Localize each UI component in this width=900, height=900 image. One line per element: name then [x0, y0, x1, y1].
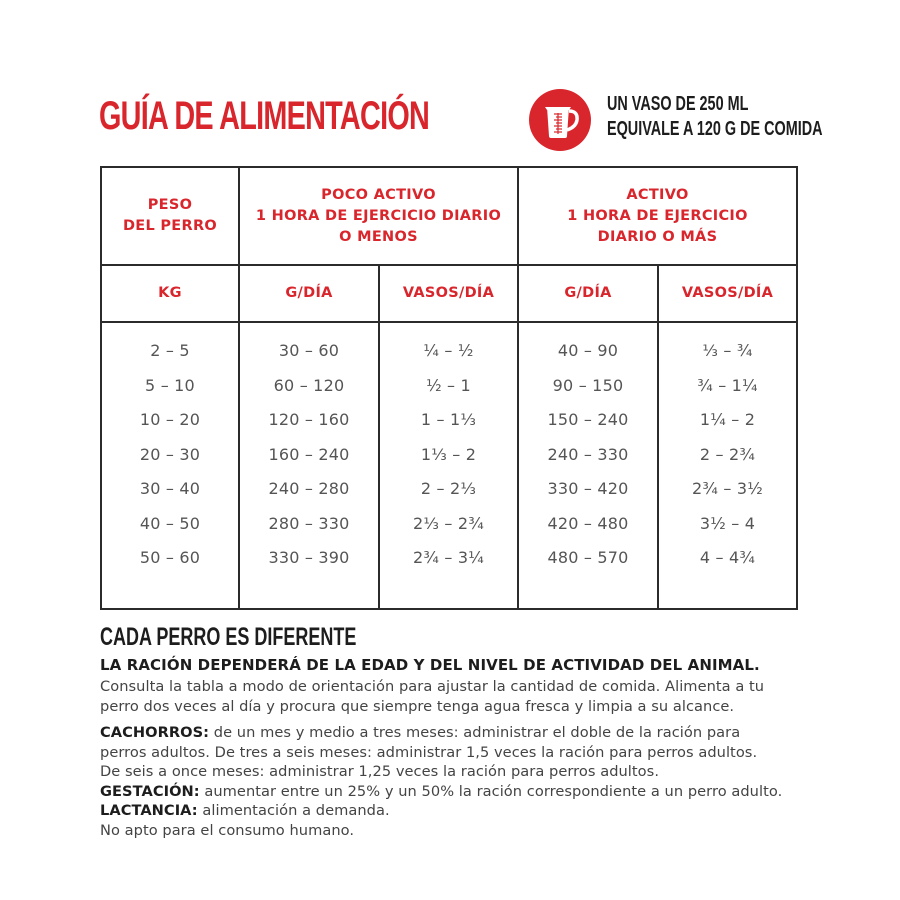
table-cell: 330 – 420 — [547, 479, 629, 498]
lactation-label: LACTANCIA: — [100, 802, 198, 819]
column-low-cups-day — [380, 334, 517, 576]
column-low-g-day — [240, 334, 378, 576]
table-cell: 330 – 390 — [268, 548, 350, 567]
table-cell: 2⅓ – 2¾ — [413, 513, 484, 533]
header-active: ACTIVO 1 HORA DE EJERCICIO DIARIO O MÁS — [567, 186, 748, 245]
puppies-note: CACHORROS: de un mes y medio a tres meses: administrar el doble de la ración para — [100, 724, 741, 741]
table-cell: 160 – 240 — [268, 444, 350, 464]
table-cell: 1⅓ – 2 — [420, 444, 477, 464]
column-active-cups-day — [659, 334, 796, 576]
cup-equivalence-line1: UN VASO DE 250 ML — [607, 93, 749, 115]
notes-details: CACHORROS: de un mes y medio a tres meses: administrar el doble de la ración para perros adultos. De tres a seis meses: administrar 1,5 veces la ración para perros adultos. De seis a once meses: administrar 1,25 veces la ración para perros adultos. GESTACIÓN: aumentar entre un 25% y un 50% la ración correspondiente a un perro adulto. LACTANCIA: alimentación a demanda. No apto para el consumo humano. — [100, 724, 783, 839]
table-cell: 2 – 2⅓ — [420, 479, 477, 498]
table-cell: ⅓ – ¾ — [702, 341, 753, 360]
table-cell: 2¾ – 3½ — [692, 479, 763, 498]
disclaimer: No apto para el consumo humano. — [100, 821, 355, 839]
table-cell: 1¼ – 2 — [699, 410, 756, 429]
table-divider — [100, 321, 798, 323]
table-cell: 2 – 2¾ — [699, 444, 756, 464]
table-cell: 420 – 480 — [547, 513, 629, 533]
column-header-low-cups-day: VASOS/DÍA — [402, 285, 495, 301]
gestation-label: GESTACIÓN: — [100, 782, 200, 800]
table-cell: 150 – 240 — [547, 410, 629, 429]
table-cell: 240 – 280 — [268, 479, 350, 498]
column-header-kg: KG — [158, 285, 182, 301]
column-active-g-day — [519, 334, 657, 576]
table-cell: 280 – 330 — [268, 513, 350, 533]
table-cell: 60 – 120 — [273, 375, 345, 395]
table-cell: 480 – 570 — [547, 548, 629, 567]
table-cell: ¼ – ½ — [423, 341, 474, 360]
notes-intro: Consulta la tabla a modo de orientación para ajustar la cantidad de comida. Alimenta a tu perro dos veces al día y procura que siempre tenga agua fresca y limpia a su alcance. — [100, 678, 765, 715]
table-cell: 50 – 60 — [139, 548, 201, 567]
table-cell: 1 – 1⅓ — [420, 410, 477, 429]
notes-title: CADA PERRO ES DIFERENTE — [100, 623, 357, 651]
table-cell: 3½ – 4 — [699, 513, 756, 533]
table-cell: 10 – 20 — [139, 410, 201, 429]
puppies-label: CACHORROS: — [100, 724, 210, 741]
column-header-low-g-day: G/DÍA — [285, 285, 333, 301]
table-cell: 90 – 150 — [552, 375, 624, 395]
table-cell: 40 – 90 — [557, 341, 619, 360]
cup-equivalence-note — [607, 92, 823, 142]
table-cell: 240 – 330 — [547, 444, 629, 464]
gestation-note: GESTACIÓN: aumentar entre un 25% y un 50% la ración correspondiente a un perro adulto. — [100, 782, 783, 800]
column-header-active-cups-day: VASOS/DÍA — [681, 285, 774, 301]
table-cell: 30 – 60 — [278, 341, 340, 360]
table-cell: 20 – 30 — [139, 444, 201, 464]
table-cell: 120 – 160 — [268, 410, 350, 429]
header-low-activity: POCO ACTIVO 1 HORA DE EJERCICIO DIARIO O MENOS — [255, 186, 502, 245]
notes-lead: LA RACIÓN DEPENDERÁ DE LA EDAD Y DEL NIVEL DE ACTIVIDAD DEL ANIMAL. — [100, 656, 760, 674]
table-cell: 40 – 50 — [139, 513, 201, 533]
table-cell: ¾ – 1¼ — [697, 375, 758, 395]
table-cell: 4 – 4¾ — [699, 548, 756, 567]
table-cell: 2¾ – 3¼ — [413, 548, 484, 567]
table-cell: ½ – 1 — [426, 375, 471, 395]
measuring-cup-icon — [529, 89, 591, 151]
lactation-note: LACTANCIA: alimentación a demanda. — [100, 802, 390, 819]
header-weight: PESO DEL PERRO — [122, 197, 218, 234]
table-cell: 2 – 5 — [150, 341, 190, 360]
page-title: GUÍA DE ALIMENTACIÓN — [99, 94, 430, 138]
column-header-active-g-day: G/DÍA — [564, 285, 612, 301]
table-cell: 30 – 40 — [139, 479, 201, 498]
cup-equivalence-line2: EQUIVALE A 120 G DE COMIDA — [607, 118, 823, 140]
column-kg — [102, 334, 238, 576]
table-cell: 5 – 10 — [145, 375, 195, 395]
